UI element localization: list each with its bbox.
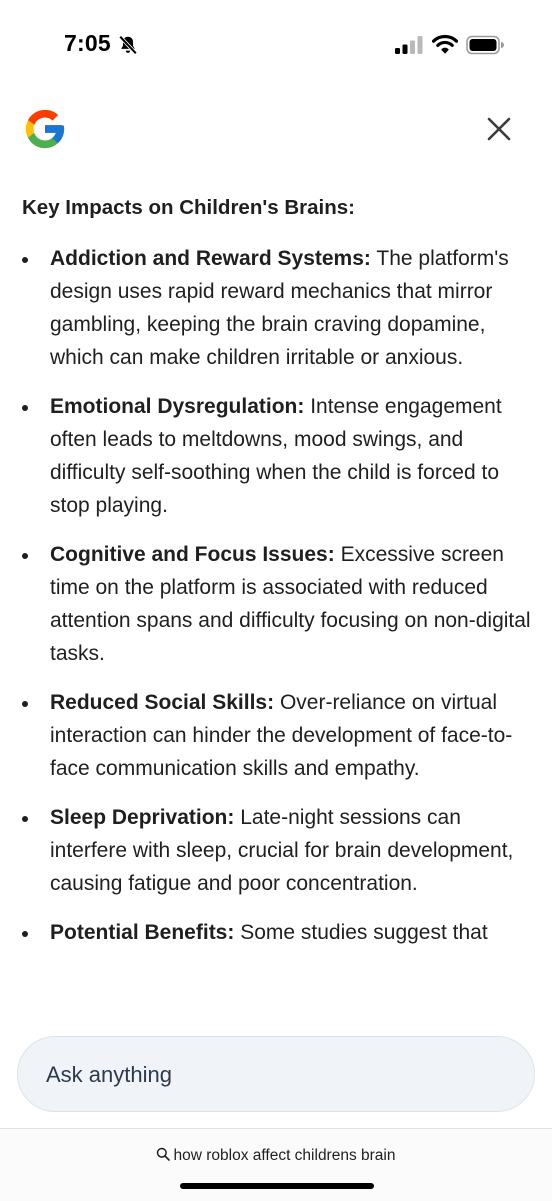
item-title: Addiction and Reward Systems: — [50, 247, 371, 270]
query-bar[interactable] — [0, 1128, 552, 1201]
bullet — [22, 816, 28, 822]
item-title: Emotional Dysregulation: — [50, 395, 305, 418]
bullet — [22, 405, 28, 411]
item-text: Over-reliance on virtual interaction can hinder the development of face-to-face communication skills and empathy. — [50, 691, 513, 780]
wifi-icon — [432, 33, 458, 55]
search-query[interactable] — [0, 1147, 552, 1165]
bell-slash-icon — [117, 34, 139, 56]
status-bar — [0, 0, 552, 92]
item-title: Potential Benefits: — [50, 921, 235, 944]
ask-anything-input[interactable] — [44, 1055, 488, 1095]
ai-overview-content — [22, 190, 534, 1020]
search-icon — [156, 1147, 170, 1161]
home-indicator[interactable] — [180, 1183, 374, 1189]
search-query-text: how roblox affect childrens brain — [173, 1147, 396, 1164]
close-button[interactable] — [480, 110, 518, 148]
signal-icon — [394, 35, 424, 55]
ask-bar[interactable] — [17, 1036, 535, 1112]
item-text: Excessive screen time on the platform is associated with reduced attention spans and difficulty focusing on non-digital tasks. — [50, 543, 531, 665]
item-text: Late-night sessions can interfere with sleep, crucial for brain development, causing fatigue and poor concentration. — [50, 806, 514, 895]
google-g-logo — [22, 106, 68, 152]
section-heading: Key Impacts on Children's Brains: — [22, 196, 355, 219]
item-title: Cognitive and Focus Issues: — [50, 543, 335, 566]
item-text: Intense engagement often leads to meltdowns, mood swings, and difficulty self-soothing when the child is forced to stop playing. — [50, 395, 502, 517]
close-icon — [489, 119, 509, 139]
item-title: Reduced Social Skills: — [50, 691, 275, 714]
list-item — [22, 538, 534, 670]
list-item — [22, 916, 534, 949]
bullet — [22, 553, 28, 559]
list-item — [22, 242, 534, 374]
bullet — [22, 257, 28, 263]
item-title: Sleep Deprivation: — [50, 806, 235, 829]
list-item — [22, 686, 534, 785]
item-text: The platform's design uses rapid reward mechanics that mirror gambling, keeping the brain craving dopamine, which can make children irritable or anxious. — [50, 247, 509, 369]
item-text: Some studies suggest that — [240, 921, 488, 944]
battery-icon — [466, 35, 504, 55]
status-time: 7:05 — [64, 30, 111, 56]
list-item — [22, 801, 534, 900]
impact-list — [22, 242, 534, 949]
bullet — [22, 701, 28, 707]
list-item — [22, 390, 534, 522]
bullet — [22, 931, 28, 937]
